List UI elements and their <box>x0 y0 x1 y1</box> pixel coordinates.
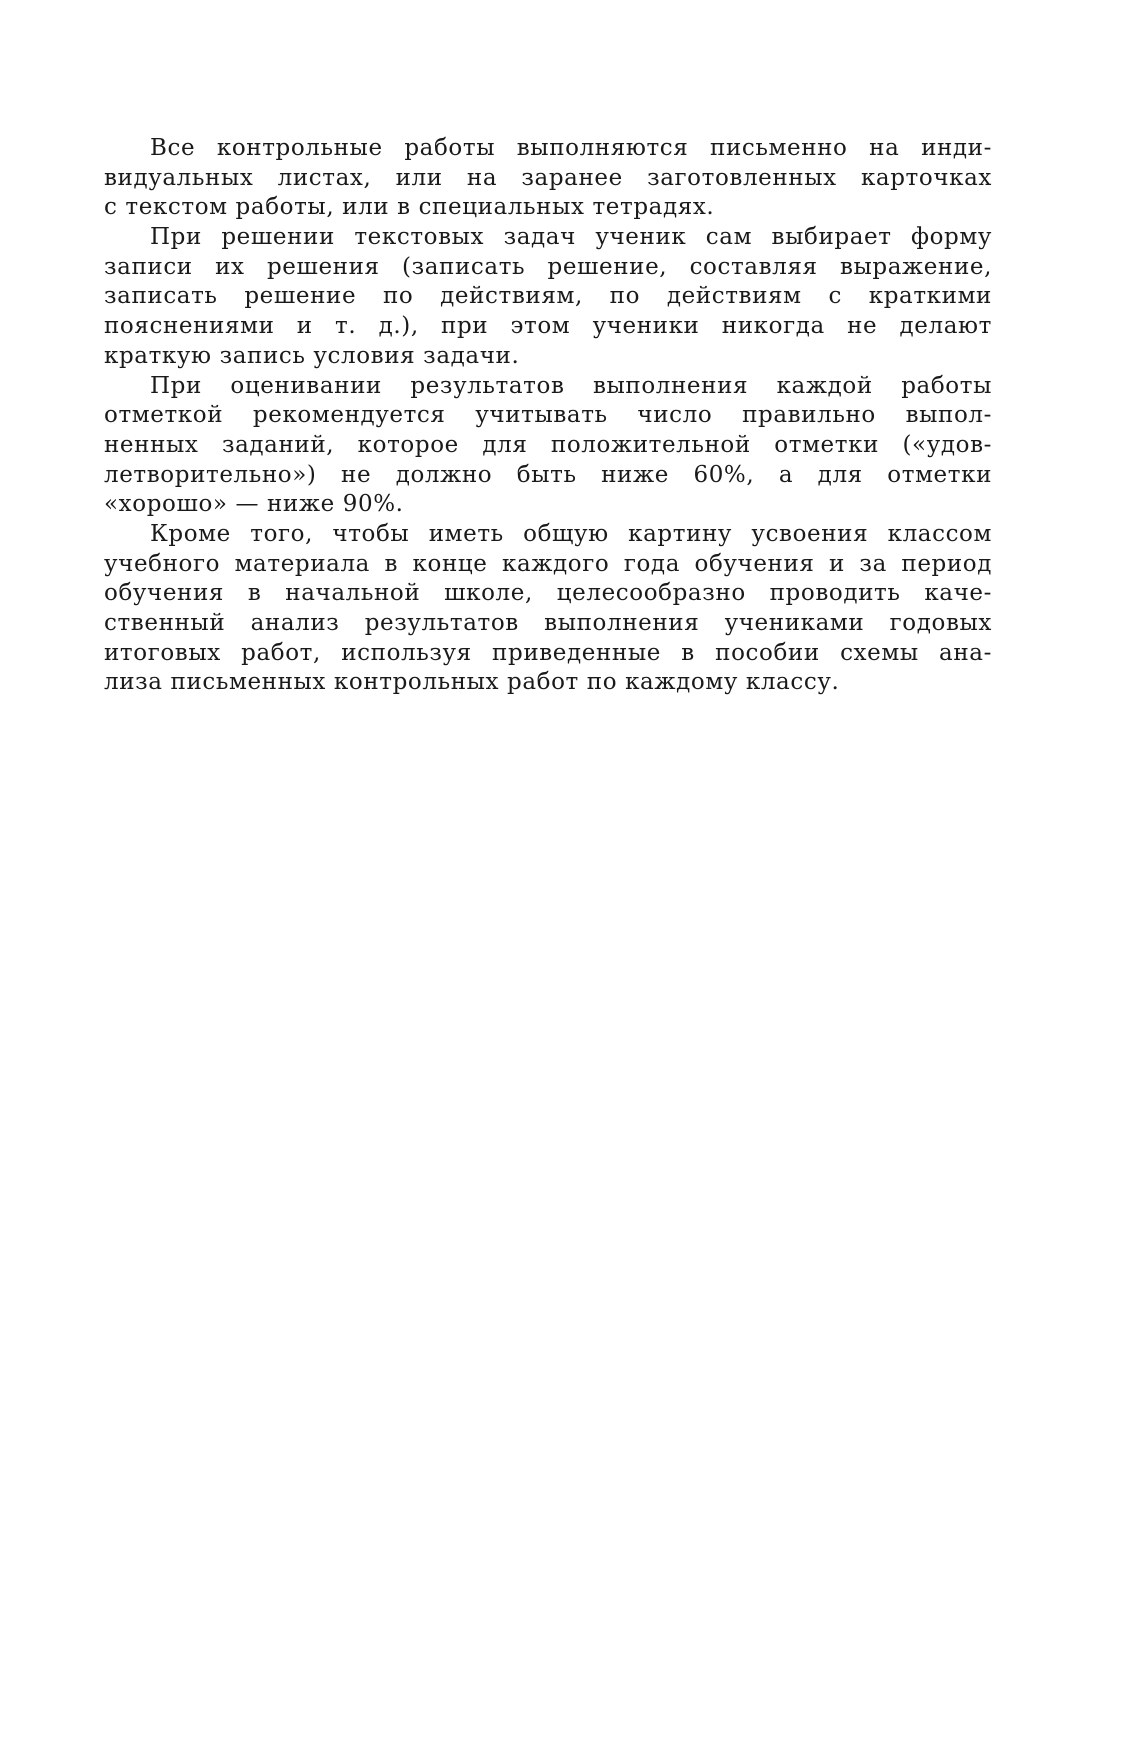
text-line: «хорошо» — ниже 90%. <box>104 491 404 518</box>
text-line: пояснениями и т. д.), при этом ученики никогда не делают <box>104 313 992 340</box>
text-line: с текстом работы, или в специальных тетрадях. <box>104 194 715 221</box>
text-line: учебного материала в конце каждого года обучения и за период <box>104 550 992 577</box>
text-line: видуальных листах, или на заранее заготовленных карточках <box>104 164 992 191</box>
body-text <box>104 134 992 698</box>
text-line: записи их решения (записать решение, составляя выражение, <box>104 253 992 280</box>
text-line: записать решение по действиям, по действиям с краткими <box>104 283 992 310</box>
text-line: отметкой рекомендуется учитывать число правильно выпол- <box>104 402 992 429</box>
text-line: краткую запись условия задачи. <box>104 342 520 369</box>
text-line: летворительно») не должно быть ниже 60%, а для отметки <box>104 461 992 488</box>
paragraph-2 <box>104 223 992 371</box>
paragraph-1 <box>104 134 992 223</box>
text-line: Кроме того, чтобы иметь общую картину усвоения классом <box>150 520 992 547</box>
text-line: лиза письменных контрольных работ по каждому классу. <box>104 669 840 696</box>
text-line: ненных заданий, которое для положительной отметки («удов- <box>104 431 992 458</box>
text-line: При решении текстовых задач ученик сам выбирает форму <box>150 224 992 251</box>
text-line: ственный анализ результатов выполнения учениками годовых <box>104 610 992 636</box>
paragraph-4 <box>104 520 992 698</box>
text-line: обучения в начальной школе, целесообразно проводить каче- <box>104 580 992 607</box>
text-line: При оценивании результатов выполнения каждой работы <box>150 372 992 399</box>
text-line: Все контрольные работы выполняются письменно на инди- <box>150 135 992 161</box>
text-line: итоговых работ, используя приведенные в пособии схемы ана- <box>104 639 992 666</box>
paragraph-3 <box>104 372 992 520</box>
